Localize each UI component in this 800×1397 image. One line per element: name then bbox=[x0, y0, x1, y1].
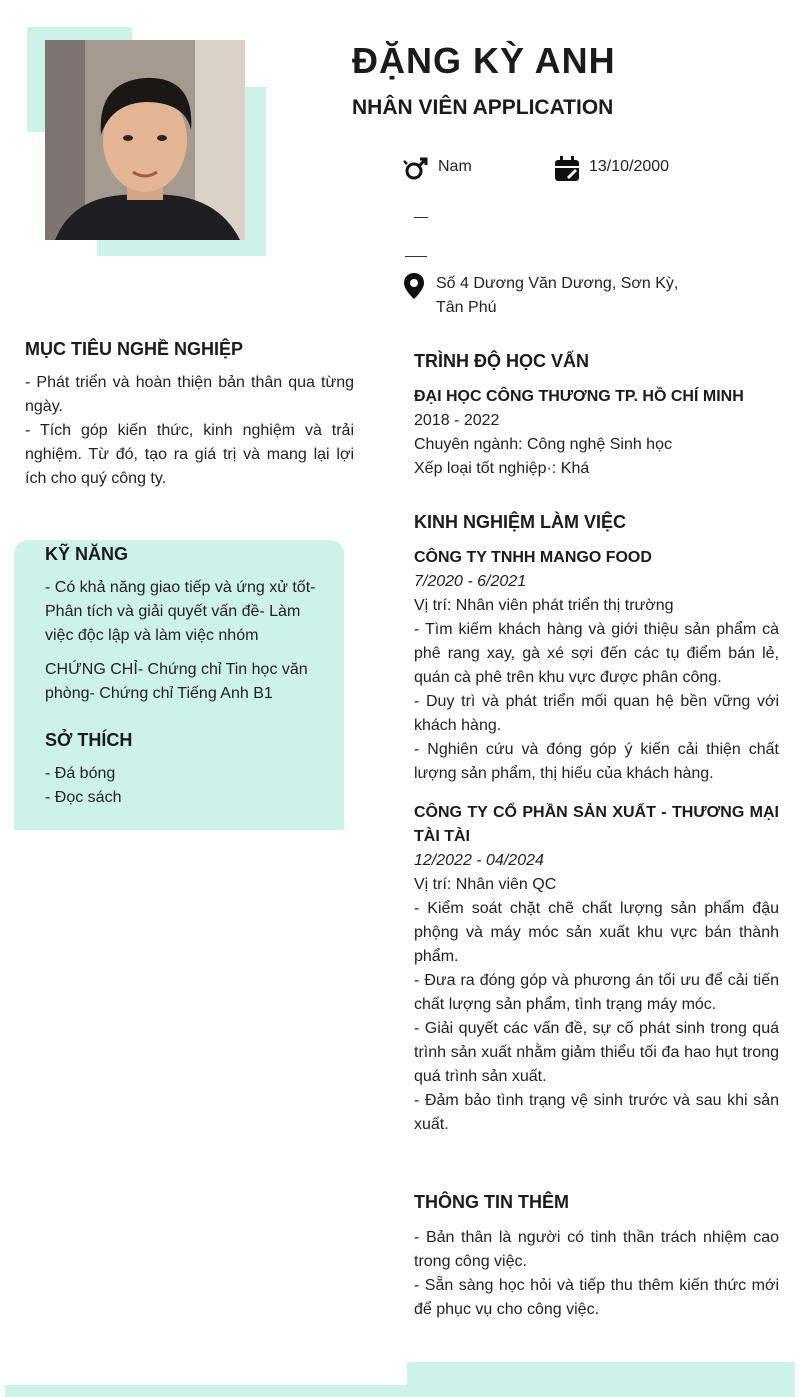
job-period: 7/2020 - 6/2021 bbox=[414, 573, 527, 590]
job-bullet: - Duy trì và phát triển mối quan hệ bền vững với khách hàng. bbox=[414, 693, 779, 734]
job-bullet: - Đưa ra đóng góp và phương án tối ưu để cải tiến chất lượng sản phẩm, tình trạng máy móc. bbox=[414, 972, 779, 1013]
placeholder-dash bbox=[414, 217, 428, 218]
education-period: 2018 - 2022 bbox=[414, 412, 500, 429]
candidate-name: ĐẶNG KỲ ANH bbox=[352, 40, 616, 81]
additional-info-title: THÔNG TIN THÊM bbox=[414, 1192, 569, 1212]
placeholder-dash bbox=[405, 256, 427, 257]
avatar bbox=[45, 40, 245, 240]
gender-info bbox=[402, 155, 472, 183]
hobby-item: - Đọc sách bbox=[45, 789, 122, 806]
job-block bbox=[414, 801, 779, 1137]
school-name: ĐẠI HỌC CÔNG THƯƠNG TP. HỒ CHÍ MINH bbox=[414, 388, 744, 405]
experience-title: KINH NGHIỆM LÀM VIỆC bbox=[414, 512, 627, 532]
additional-info-block bbox=[414, 1226, 779, 1322]
skills-title: KỸ NĂNG bbox=[45, 544, 129, 564]
address-line-1: Số 4 Dương Văn Dương, Sơn Kỳ, bbox=[436, 275, 679, 292]
job-bullet: - Nghiên cứu và đóng góp ý kiến cải thiện chất lượng sản phẩm, thị hiếu của khách hàng. bbox=[414, 741, 779, 782]
objective-line: - Tích góp kiến thức, kinh nghiệm và trải nghiệm. Từ đó, tạo ra giá trị và mang lại lợi ích cho quý công ty. bbox=[25, 422, 354, 487]
additional-info-line: - Sẵn sàng học hỏi và tiếp thu thêm kiến thức mới để phục vụ cho công việc. bbox=[414, 1277, 779, 1318]
hobby-item: - Đá bóng bbox=[45, 765, 116, 782]
objective-text bbox=[25, 371, 354, 491]
job-bullet: - Kiểm soát chặt chẽ chất lượng sản phẩm đậu phộng và máy móc sản xuất khu vực bán thành phẩm. bbox=[414, 900, 779, 965]
objective-line: - Phát triển và hoàn thiện bản thân qua từng ngày. bbox=[25, 374, 354, 415]
certificates-text: CHỨNG CHỈ- Chứng chỉ Tin học văn phòng- Chứng chỉ Tiếng Anh B1 bbox=[45, 661, 308, 702]
hobbies-title: SỞ THÍCH bbox=[45, 730, 133, 750]
skills-text: - Có khả năng giao tiếp và ứng xử tốt- Phân tích và giải quyết vấn đề- Làm việc độc lập và làm việc nhóm bbox=[45, 579, 316, 644]
birthday-info bbox=[553, 155, 669, 183]
job-bullet: - Đảm bảo tình trạng vệ sinh trước và sau khi sản xuất. bbox=[414, 1092, 779, 1133]
footer-decoration-line bbox=[5, 1385, 795, 1397]
additional-info-line: - Bản thân là người có tinh thần trách nhiệm cao trong công việc. bbox=[414, 1229, 779, 1270]
hobbies-list bbox=[45, 762, 330, 810]
calendar-icon bbox=[553, 155, 581, 183]
job-block bbox=[414, 546, 779, 786]
job-bullet: - Giải quyết các vấn đề, sự cố phát sinh trong quá trình sản xuất nhằm giảm thiểu tối đa hao hụt trong quá trình sản xuất. bbox=[414, 1020, 779, 1085]
job-period: 12/2022 - 04/2024 bbox=[414, 852, 544, 869]
company-name: CÔNG TY CỔ PHẦN SẢN XUẤT - THƯƠNG MẠI TÀI TÀI bbox=[414, 804, 779, 845]
education-major: Chuyên ngành: Công nghệ Sinh học bbox=[414, 436, 672, 453]
gender-icon bbox=[402, 155, 430, 183]
education-block bbox=[414, 385, 779, 481]
address-info bbox=[400, 272, 678, 320]
gender-value: Nam bbox=[438, 158, 472, 175]
location-pin-icon bbox=[400, 272, 428, 300]
birthday-value: 13/10/2000 bbox=[589, 158, 670, 175]
address-line-2: Tân Phú bbox=[436, 299, 497, 316]
company-name: CÔNG TY TNHH MANGO FOOD bbox=[414, 549, 652, 566]
job-position: Vị trí: Nhân viên QC bbox=[414, 876, 557, 893]
job-bullet: - Tìm kiếm khách hàng và giới thiệu sản phẩm cà phê rang xay, gà xé sợi đến các tụ điểm bán lẻ, quán cà phê trên khu vực được phân công. bbox=[414, 621, 779, 686]
education-title: TRÌNH ĐỘ HỌC VẤN bbox=[414, 351, 589, 371]
job-title: NHÂN VIÊN APPLICATION bbox=[352, 96, 614, 119]
education-grade: Xếp loại tốt nghiệp·: Khá bbox=[414, 460, 590, 477]
job-position: Vị trí: Nhân viên phát triển thị trường bbox=[414, 597, 674, 614]
objective-title: MỤC TIÊU NGHỀ NGHIỆP bbox=[25, 339, 244, 359]
